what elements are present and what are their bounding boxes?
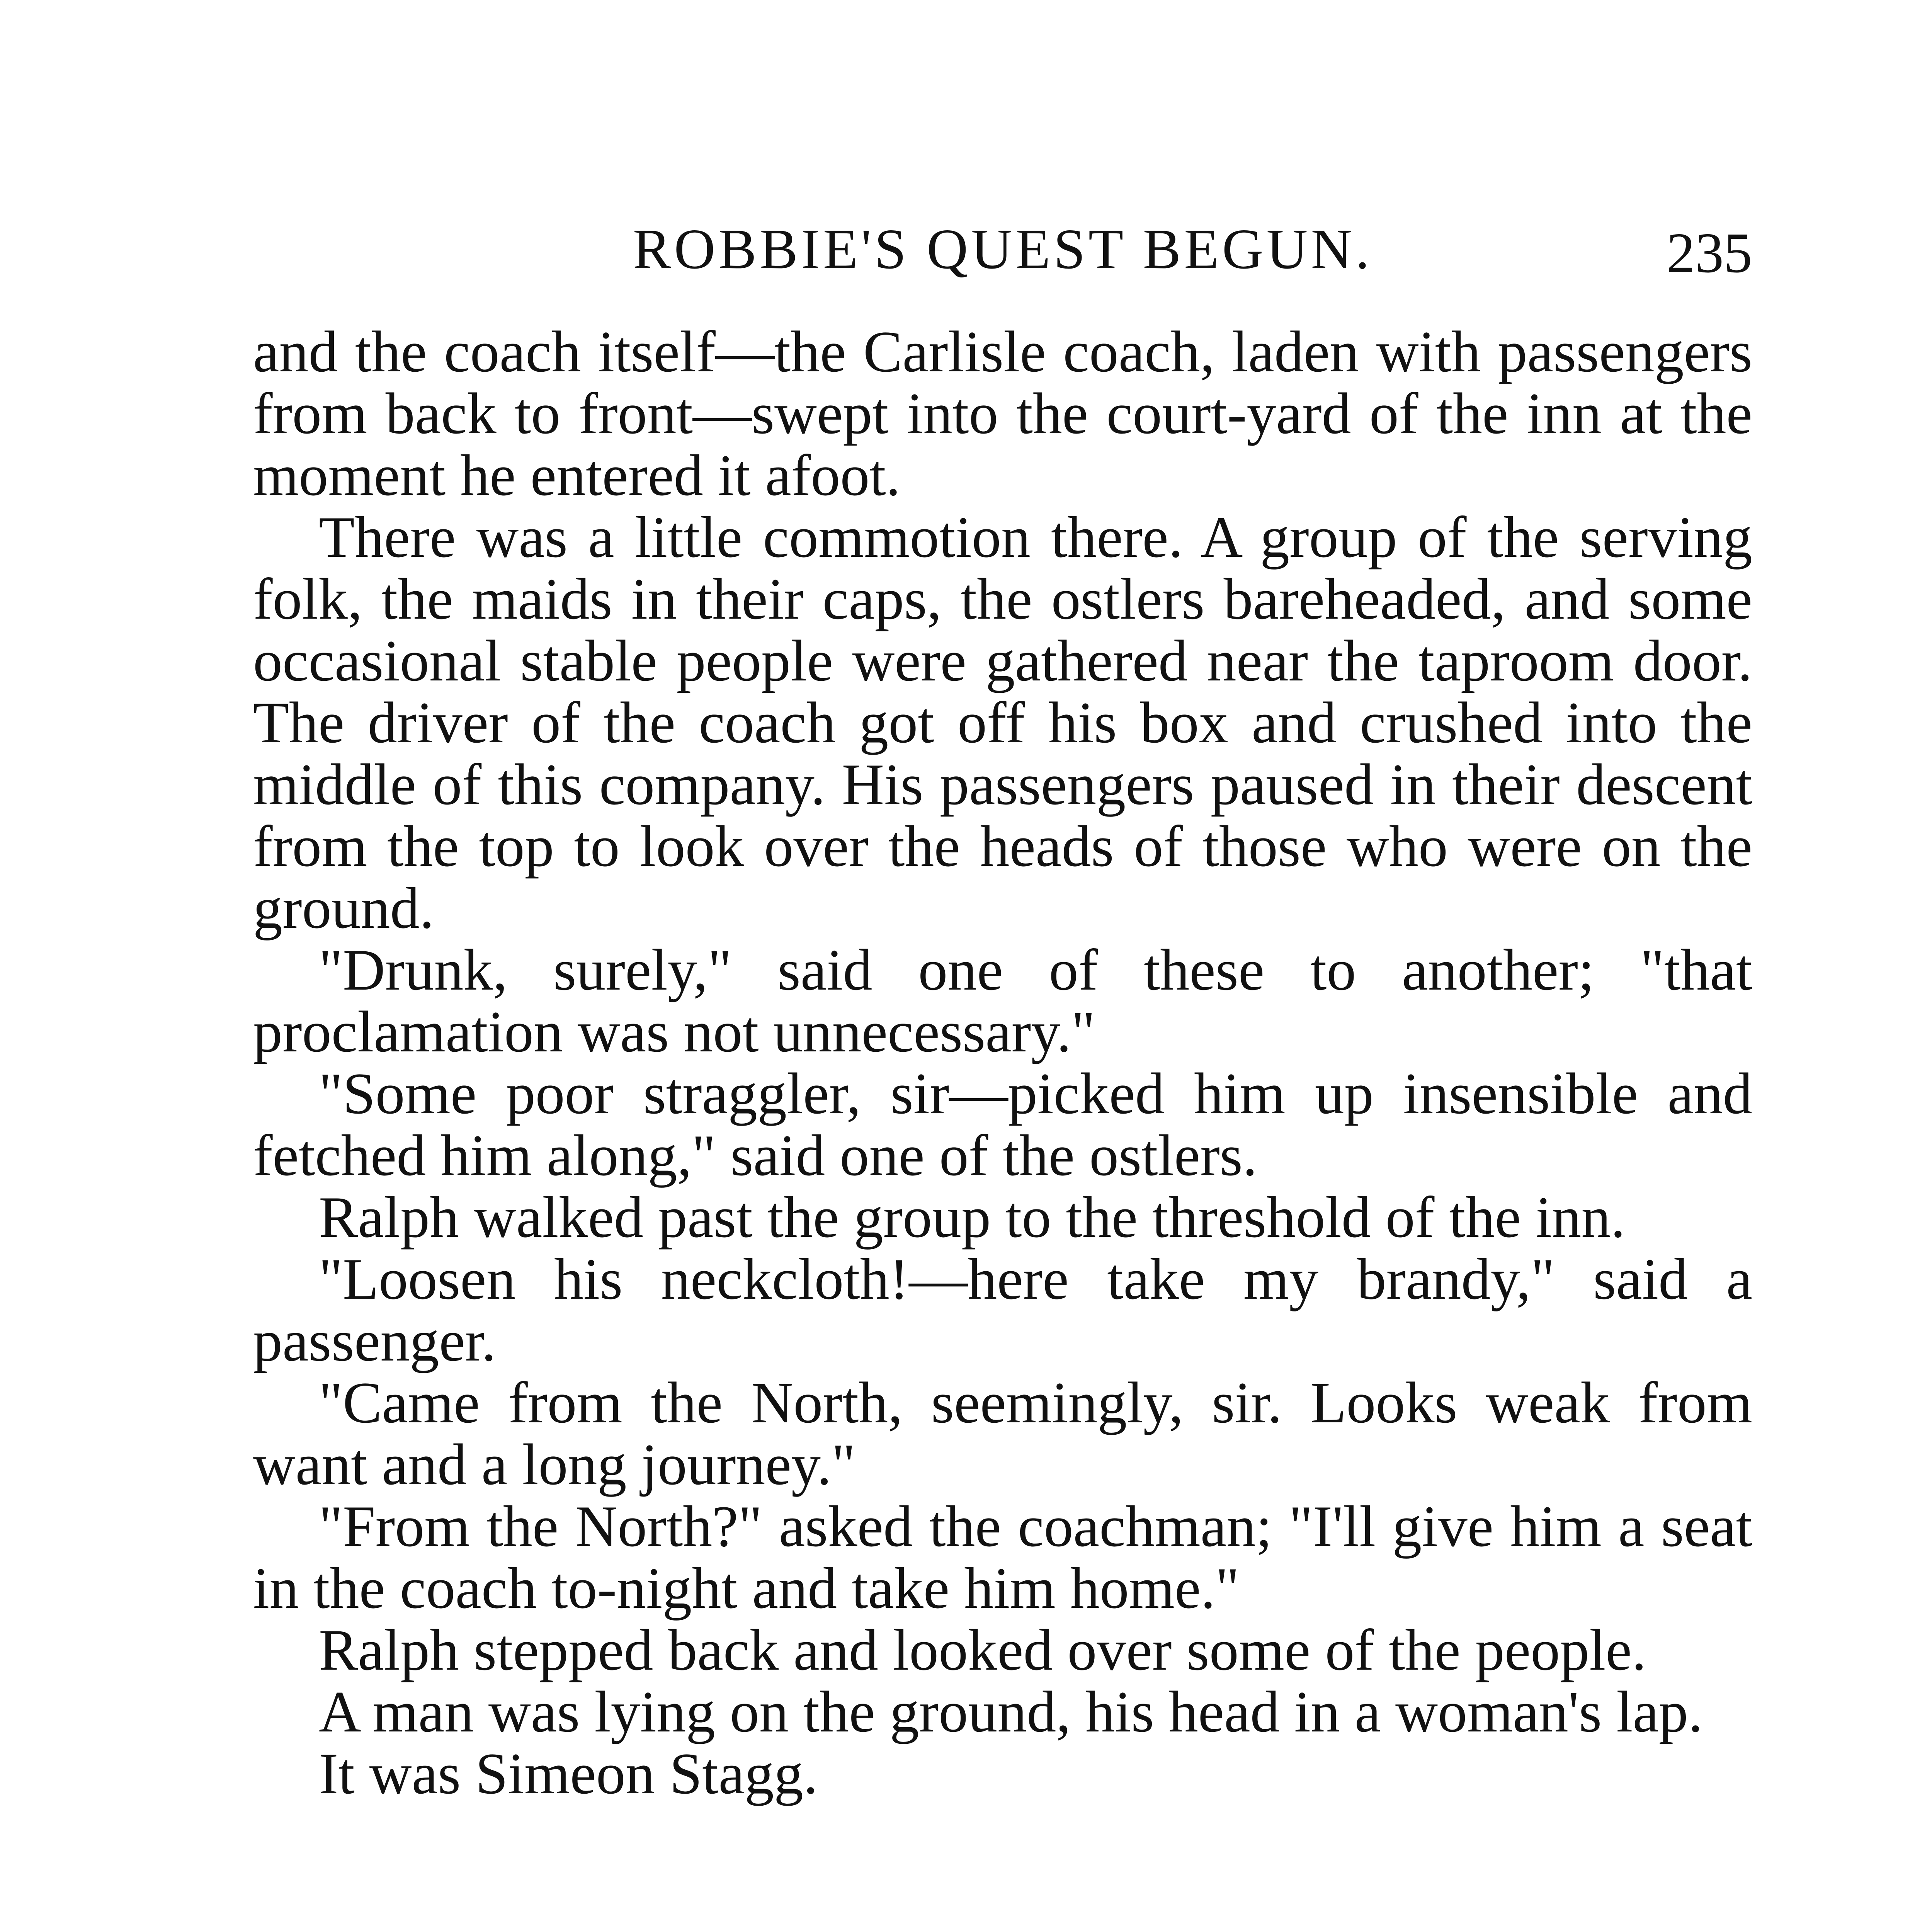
page-number: 235 (1667, 221, 1752, 285)
paragraph: "Came from the North, seemingly, sir. Looks weak from want and a long journey." (253, 1370, 1752, 1497)
paragraph: "Drunk, surely," said one of these to another; "that proclamation was not unnecessary." (253, 937, 1752, 1064)
paragraph: "Some poor straggler, sir—picked him up insensible and fetched him along," said one of the ostlers. (253, 1061, 1752, 1188)
page-header (253, 216, 1752, 301)
paragraph: Ralph stepped back and looked over some of the people. (319, 1617, 1646, 1682)
paragraph: There was a little commotion there. A group of the serving folk, the maids in their caps, the ostlers bareheaded, and some occasional stable people were gathered near the taproom door. The driver of the coach got off his box and crushed into the middle of this company. His passengers paused in their descent from the top to look over the heads of those who were on the ground. (253, 505, 1752, 940)
paragraph: "From the North?" asked the coachman; "I'll give him a seat in the coach to-night and take him home." (253, 1494, 1752, 1621)
paragraph: "Loosen his neckcloth!—here take my brandy," said a passenger. (253, 1247, 1752, 1373)
paragraph: A man was lying on the ground, his head in a woman's lap. (319, 1679, 1703, 1744)
chapter-xxviii-text (253, 321, 1752, 1804)
paragraph: It was Simeon Stagg. (319, 1741, 818, 1806)
paragraph: Ralph walked past the group to the threshold of the inn. (319, 1185, 1626, 1250)
running-head: ROBBIE'S QUEST BEGUN. (633, 218, 1373, 281)
paragraph: and the coach itself—the Carlisle coach, laden with passengers from back to front—swept into the court-yard of the inn at the moment he entered it afoot. (253, 319, 1752, 508)
